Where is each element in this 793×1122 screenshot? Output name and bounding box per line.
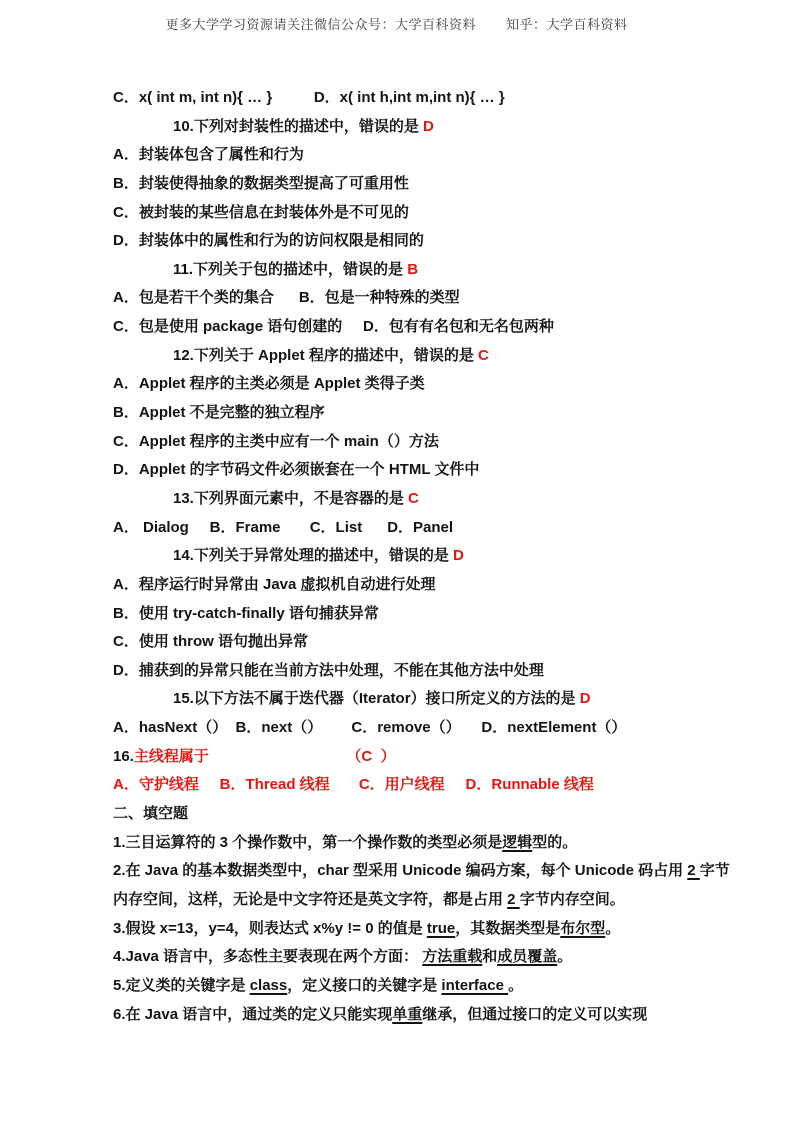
- text-line: [113, 514, 723, 543]
- question-text: B．Applet 不是完整的独立程序: [113, 404, 325, 422]
- blank-answer-text: true: [426, 919, 456, 937]
- question-text: [209, 748, 347, 765]
- text-line: [113, 428, 723, 457]
- question-text: A．hasNext（） B．next（） C．remove（） D．nextElement（）: [113, 719, 627, 737]
- question-text: C．包是使用 package 语句创建的 D．包有有名包和无名包两种: [113, 318, 554, 336]
- text-line: [113, 141, 723, 170]
- question-text: 和: [482, 948, 498, 966]
- question-text: 型的。: [532, 833, 578, 851]
- answer-text: D: [453, 547, 464, 565]
- answer-text: （C ）: [346, 747, 396, 765]
- question-text: A．封装体包含了属性和行为: [113, 146, 304, 164]
- question-text: ，定义接口的关键字是: [287, 976, 442, 994]
- text-line: [113, 227, 723, 256]
- question-text: 字节: [699, 862, 730, 880]
- question-text: C．使用 throw 语句抛出异常: [113, 633, 308, 651]
- question-text: A．程序运行时异常由 Java 虚拟机自动进行处理: [113, 575, 436, 593]
- text-line: [113, 628, 723, 657]
- document-body: [113, 84, 730, 1029]
- question-text: 继承，但通过接口的定义可以实现: [422, 1005, 648, 1023]
- question-text: 5.定义类的关键字是: [113, 976, 250, 994]
- question-text: 。: [508, 976, 524, 994]
- text-line: [113, 456, 723, 485]
- question-text: 16.: [113, 747, 134, 765]
- question-text: A． Dialog B．Frame C．List D．Panel: [113, 518, 454, 536]
- blank-answer-text: class: [249, 976, 288, 994]
- question-text: 13.下列界面元素中，不是容器的是: [173, 489, 409, 507]
- question-text: 内存空间，这样，无论是中文字符还是英文字符，都是占用: [113, 890, 508, 908]
- question-text: 3.假设 x=13，y=4，则表达式 x%y != 0 的值是: [113, 919, 427, 937]
- text-line: [113, 571, 723, 600]
- question-text: A．包是若干个类的集合 B．包是一种特殊的类型: [113, 289, 460, 307]
- question-text: 12.下列关于 Applet 程序的描述中，错误的是: [173, 346, 479, 364]
- answer-text: A．守护线程 B．Thread 线程 C．用户线程 D．Runnable 线程: [113, 776, 594, 794]
- question-text: 1.三目运算符的 3 个操作数中，第一个操作数的类型必须是: [113, 833, 503, 851]
- answer-text: B: [407, 260, 419, 278]
- question-text: D．Applet 的字节码文件必须嵌套在一个 HTML 文件中: [113, 461, 480, 479]
- blank-answer-text: 方法重载: [422, 948, 483, 966]
- answer-text: 主线程属于: [133, 747, 209, 765]
- question-text: 11.下列关于包的描述中，错误的是: [173, 260, 408, 278]
- question-text: B．封装使得抽象的数据类型提高了可重用性: [113, 174, 409, 192]
- question-text: 14.下列关于异常处理的描述中，错误的是: [173, 547, 454, 565]
- text-line: [113, 542, 723, 571]
- blank-answer-text: 2: [687, 862, 700, 880]
- text-line: [113, 943, 723, 972]
- question-text: 4.Java 语言中，多态性主要表现在两个方面：: [113, 948, 423, 966]
- text-line: [113, 370, 723, 399]
- text-line: [113, 886, 723, 915]
- blank-answer-text: 2: [507, 890, 520, 908]
- text-line: [113, 170, 723, 199]
- question-text: C．Applet 程序的主类中应有一个 main（）方法: [113, 432, 439, 450]
- text-line: [113, 342, 723, 371]
- question-text: 2.在 Java 的基本数据类型中，char 型采用 Unicode 编码方案，每个 Unicode 码占用: [113, 862, 688, 880]
- text-line: [113, 284, 723, 313]
- question-text: C．被封装的某些信息在封装体外是不可见的: [113, 203, 409, 221]
- text-line: [113, 714, 723, 743]
- answer-text: C: [408, 489, 419, 507]
- text-line: [113, 485, 723, 514]
- text-line: [113, 313, 723, 342]
- question-text: D．封装体中的属性和行为的访问权限是相同的: [113, 232, 424, 250]
- question-text: ，其数据类型是: [455, 919, 561, 937]
- question-text: B．使用 try-catch-finally 语句捕获异常: [113, 604, 379, 622]
- text-line: [113, 972, 723, 1001]
- text-line: [113, 1001, 723, 1030]
- blank-answer-text: 逻辑: [502, 833, 533, 851]
- text-line: [113, 771, 723, 800]
- question-text: 15.以下方法不属于迭代器（Iterator）接口所定义的方法的是: [173, 690, 580, 708]
- question-text: 二、填空题: [113, 805, 189, 823]
- text-line: [113, 685, 723, 714]
- text-line: [113, 256, 723, 285]
- question-text: 6.在 Java 语言中，通过类的定义只能实现: [113, 1005, 393, 1023]
- text-line: [113, 600, 723, 629]
- text-line: [113, 829, 723, 858]
- blank-answer-text: interface: [441, 976, 509, 994]
- question-text: D．捕获到的异常只能在当前方法中处理，不能在其他方法中处理: [113, 661, 544, 679]
- blank-answer-text: 单重: [392, 1005, 423, 1023]
- answer-text: D: [579, 690, 591, 708]
- blank-answer-text: 布尔型: [560, 919, 606, 937]
- question-text: 10.下列对封装性的描述中，错误的是: [173, 117, 424, 135]
- blank-answer-text: 成员覆盖: [497, 948, 558, 966]
- question-text: A．Applet 程序的主类必须是 Applet 类得子类: [113, 375, 425, 393]
- question-text: 。: [557, 948, 573, 966]
- text-line: [113, 657, 723, 686]
- question-text: 字节内存空间。: [519, 890, 625, 908]
- text-line: [113, 84, 723, 113]
- text-line: [113, 915, 723, 944]
- text-line: [113, 800, 723, 829]
- answer-text: C: [478, 346, 489, 364]
- text-line: [113, 743, 723, 772]
- question-text: 。: [605, 919, 621, 937]
- page-header: 更多大学学习资源请关注微信公众号：大学百科资料 知乎：大学百科资料: [165, 17, 628, 32]
- answer-text: D: [423, 117, 434, 135]
- question-text: C．x( int m, int n){ … } D．x( int h,int m,int n){ … }: [113, 89, 505, 106]
- text-line: [113, 199, 723, 228]
- text-line: [113, 399, 723, 428]
- text-line: [113, 857, 730, 886]
- text-line: [113, 113, 723, 142]
